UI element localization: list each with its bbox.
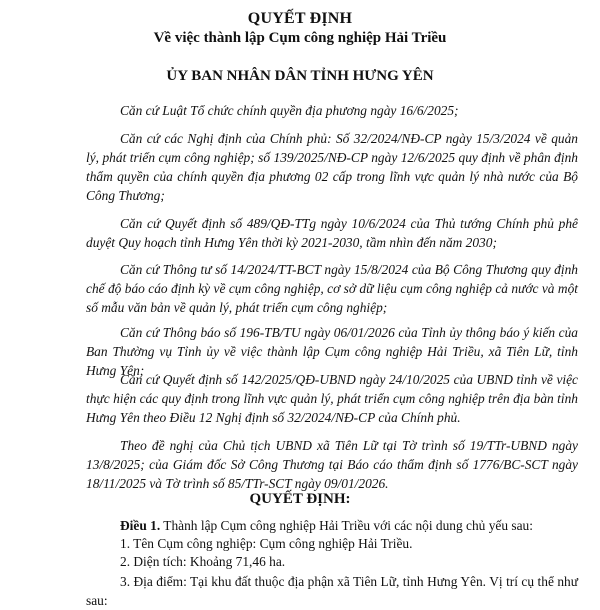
document-title: QUYẾT ĐỊNH [247, 10, 353, 27]
article-item: 2. Diện tích: Khoảng 71,46 ha. [120, 554, 286, 569]
document-subtitle: Về việc thành lập Cụm công nghiệp Hải Triều [153, 30, 447, 46]
preamble-paragraph: Căn cứ Quyết định số 142/2025/QĐ-UBND ngày 24/10/2025 của UBND tỉnh về việc thực hiện các quy định trong lĩnh vực quản lý, phát triển cụm công nghiệp trên địa bàn tỉnh Hưng Yên theo Điều 12 Nghị định số 32/2024/NĐ-CP của Chính phủ. [86, 372, 578, 425]
preamble-paragraph: Căn cứ các Nghị định của Chính phủ: Số 32/2024/NĐ-CP ngày 15/3/2024 về quản lý, phát triển cụm công nghiệp; số 139/2025/NĐ-CP ngày 12/6/2025 quy định về phân định thẩm quyền của chính quyền địa phương 02 cấp trong lĩnh vực quản lý nhà nước của Bộ Công Thương; [86, 131, 578, 203]
article-1-text: Thành lập Cụm công nghiệp Hải Triều với các nội dung chủ yếu sau: [160, 518, 533, 533]
issuing-authority: ỦY BAN NHÂN DÂN TỈNH HƯNG YÊN [166, 68, 434, 84]
article-item: 3. Địa điểm: Tại khu đất thuộc địa phận xã Tiên Lữ, tỉnh Hưng Yên. Vị trí cụ thể như sau: [86, 574, 578, 608]
article-1 [86, 516, 578, 535]
article-1-label: Điều 1. [120, 518, 161, 533]
decision-heading: QUYẾT ĐỊNH: [249, 491, 351, 507]
preamble-paragraph: Căn cứ Thông báo số 196-TB/TU ngày 06/01/2026 của Tỉnh ủy thông báo ý kiến của Ban Thường vụ Tỉnh ủy về việc thành lập Cụm công nghiệp Hải Triều, xã Tiên Lữ, tỉnh Hưng Yên; [86, 325, 578, 378]
article-item: 1. Tên Cụm công nghiệp: Cụm công nghiệp Hải Triều. [120, 536, 413, 551]
preamble-paragraph: Căn cứ Luật Tổ chức chính quyền địa phương ngày 16/6/2025; [120, 103, 459, 118]
preamble-paragraph: Căn cứ Thông tư số 14/2024/TT-BCT ngày 15/8/2024 của Bộ Công Thương quy định chế độ báo cáo định kỳ về cụm công nghiệp, cơ sở dữ liệu cụm công nghiệp cả nước và một số mẫu văn bản về quản lý, phát triển cụm công nghiệp; [86, 262, 578, 315]
preamble-paragraph: Căn cứ Quyết định số 489/QĐ-TTg ngày 10/6/2024 của Thủ tướng Chính phủ phê duyệt Quy hoạch tỉnh Hưng Yên thời kỳ 2021-2030, tầm nhìn đến năm 2030; [86, 216, 578, 250]
preamble-paragraph: Theo đề nghị của Chủ tịch UBND xã Tiên Lữ tại Tờ trình số 19/TTr-UBND ngày 13/8/2025; của Giám đốc Sở Công Thương tại Báo cáo thẩm định số 1776/BC-SCT ngày 18/11/2025 và Tờ trình số 85/TTr-SCT ngày 09/01/2026. [86, 438, 578, 491]
